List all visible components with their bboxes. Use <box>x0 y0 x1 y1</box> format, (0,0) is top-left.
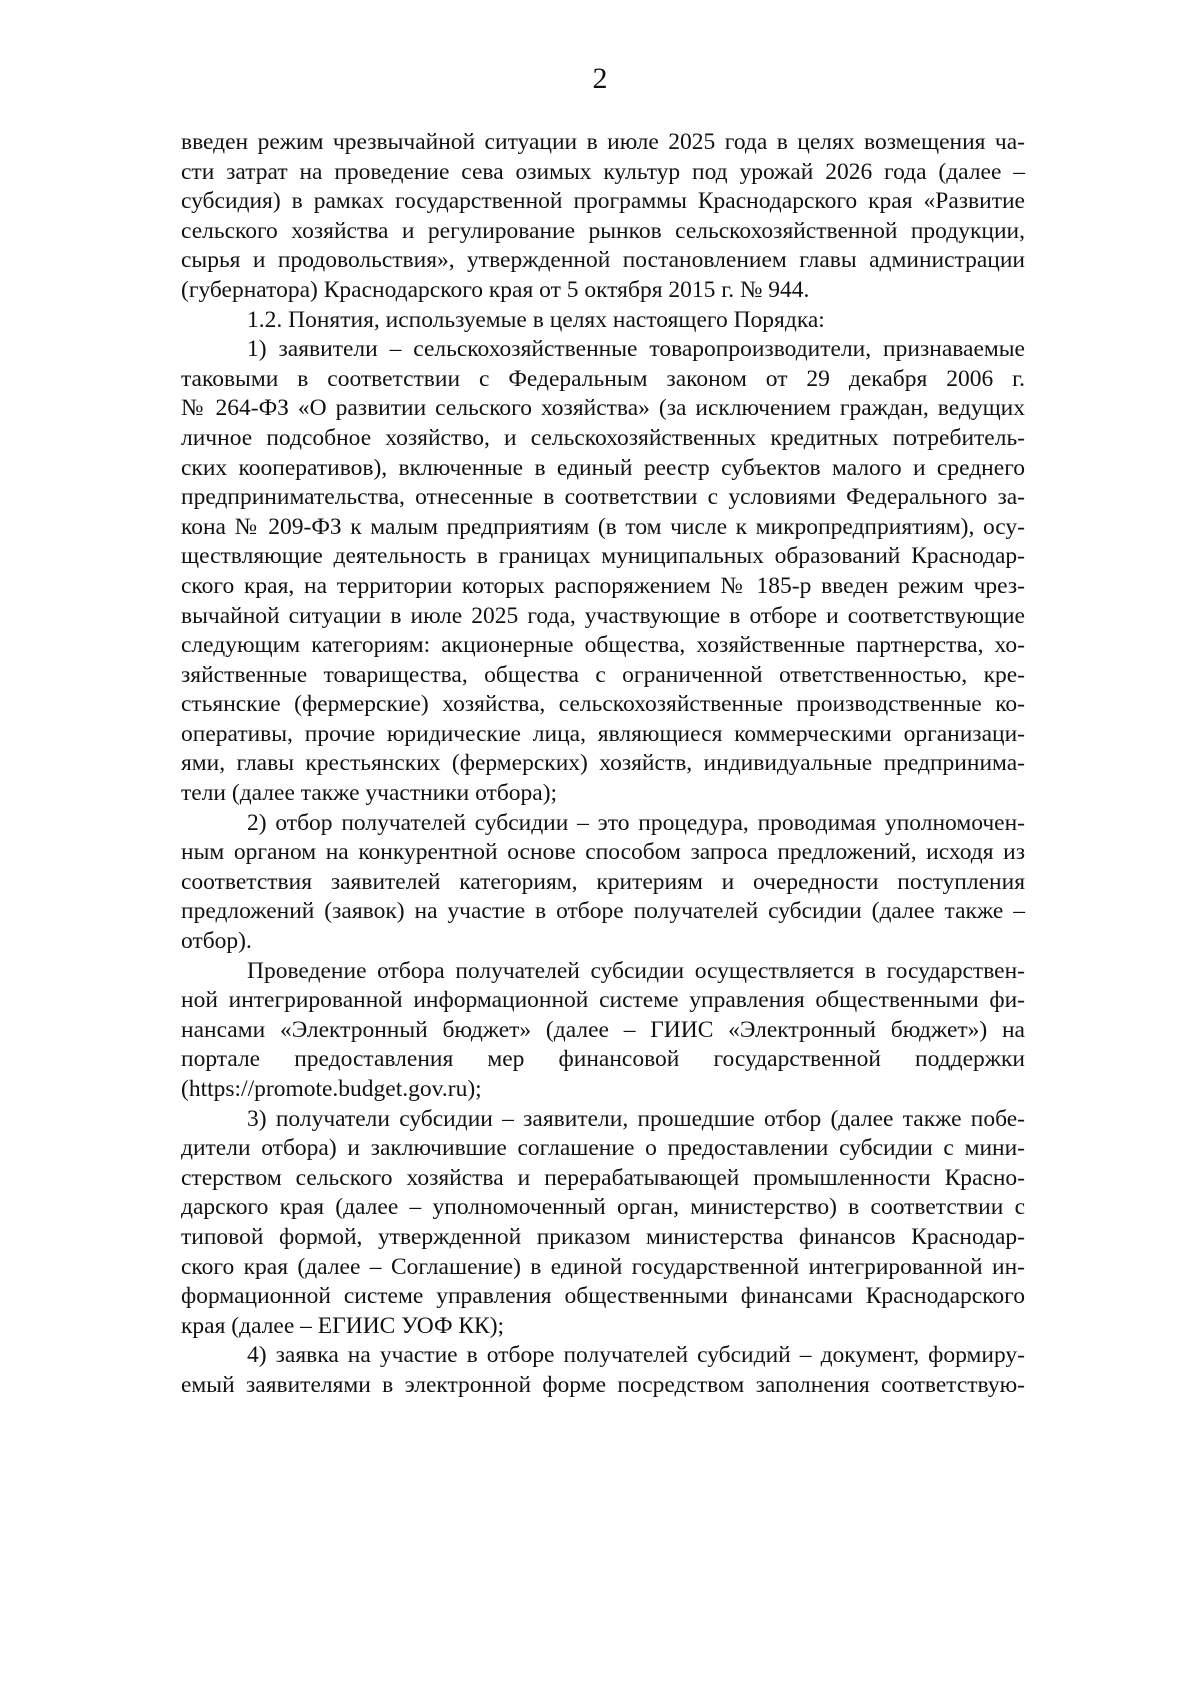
text-line: вычайной ситуации в июле 2025 года, участвующие в отборе и соответствующие <box>181 602 1025 629</box>
document-body <box>181 128 1025 1401</box>
text-line: ских кооперативов), включенные в единый реестр субъектов малого и среднего <box>181 454 1025 481</box>
text-line: таковыми в соответствии с Федеральным законом от 29 декабря 2006 г. <box>181 365 1025 392</box>
text-line: Проведение отбора получателей субсидии осуществляется в государствен- <box>247 957 1025 984</box>
text-line: ского края (далее – Соглашение) в единой государственной интегрированной ин- <box>181 1253 1025 1280</box>
text-line: емый заявителями в электронной форме посредством заполнения соответствую- <box>181 1371 1025 1398</box>
text-line: стерством сельского хозяйства и перерабатывающей промышленности Красно- <box>181 1164 1025 1191</box>
text-line: нансами «Электронный бюджет» (далее – ГИИС «Электронный бюджет») на <box>181 1016 1025 1043</box>
text-line: зяйственные товарищества, общества с ограниченной ответственностью, кре- <box>181 661 1025 688</box>
text-line: ществляющие деятельность в границах муниципальных образований Краснодар- <box>181 543 1025 570</box>
text-line: стьянские (фермерские) хозяйства, сельскохозяйственные производственные ко- <box>181 691 1025 718</box>
text-line: ями, главы крестьянских (фермерских) хозяйств, индивидуальные предпринима- <box>181 750 1025 777</box>
text-line: 3) получатели субсидии – заявители, прошедшие отбор (далее также побе- <box>247 1105 1025 1132</box>
text-line: формационной системе управления общественными финансами Краснодарского <box>181 1283 1025 1310</box>
text-line: 2) отбор получателей субсидии – это процедура, проводимая уполномочен- <box>247 809 1025 836</box>
section-heading: 1.2. Понятия, используемые в целях настоящего Порядка: <box>247 306 825 333</box>
text-line: ным органом на конкурентной основе способом запроса предложений, исходя из <box>181 839 1025 866</box>
text-line: № 264-ФЗ «О развитии сельского хозяйства» (за исключением граждан, ведущих <box>181 395 1025 422</box>
text-line: (https://promote.budget.gov.ru); <box>181 1076 482 1102</box>
text-line: личное подсобное хозяйство, и сельскохозяйственных кредитных потребитель- <box>181 424 1025 451</box>
text-line: ной интегрированной информационной системе управления общественными фи- <box>181 987 1025 1014</box>
text-line: кона № 209-ФЗ к малым предприятиям (в том числе к микропредприятиям), осу- <box>181 513 1025 540</box>
text-line: типовой формой, утвержденной приказом министерства финансов Краснодар- <box>181 1223 1025 1250</box>
text-line: сельского хозяйства и регулирование рынков сельскохозяйственной продукции, <box>181 217 1025 244</box>
text-line: дители отбора) и заключившие соглашение о предоставлении субсидии с мини- <box>181 1135 1025 1162</box>
text-line: дарского края (далее – уполномоченный орган, министерство) в соответствии с <box>181 1194 1025 1221</box>
text-line: ского края, на территории которых распоряжением № 185-р введен режим чрез- <box>181 572 1025 599</box>
text-line: тели (далее также участники отбора); <box>181 780 558 807</box>
text-line: следующим категориям: акционерные общества, хозяйственные партнерства, хо- <box>181 632 1025 659</box>
text-line: отбор). <box>181 928 252 955</box>
text-line: сырья и продовольствия», утвержденной постановлением главы администрации <box>181 247 1025 274</box>
text-line: (губернатора) Краснодарского края от 5 октября 2015 г. № 944. <box>181 276 810 303</box>
text-line: портале предоставления мер финансовой государственной поддержки <box>181 1046 1025 1073</box>
text-line: субсидия) в рамках государственной программы Краснодарского края «Развитие <box>181 188 1025 215</box>
text-line: оперативы, прочие юридические лица, являющиеся коммерческими организаци- <box>181 720 1025 747</box>
text-line: сти затрат на проведение сева озимых культур под урожай 2026 года (далее – <box>181 158 1025 185</box>
text-line: соответствия заявителей категориям, критериям и очередности поступления <box>181 868 1025 895</box>
text-line: предпринимательства, отнесенные в соответствии с условиями Федерального за- <box>181 484 1025 511</box>
text-line: предложений (заявок) на участие в отборе получателей субсидии (далее также – <box>181 898 1025 925</box>
text-line: края (далее – ЕГИИС УОФ КК); <box>181 1312 505 1339</box>
text-line: 1) заявители – сельскохозяйственные товаропроизводители, признаваемые <box>247 336 1025 363</box>
text-line: введен режим чрезвычайной ситуации в июле 2025 года в целях возмещения ча- <box>181 129 1025 155</box>
page-number: 2 <box>592 62 608 95</box>
text-line: 4) заявка на участие в отборе получателей субсидий – документ, формиру- <box>247 1342 1025 1369</box>
